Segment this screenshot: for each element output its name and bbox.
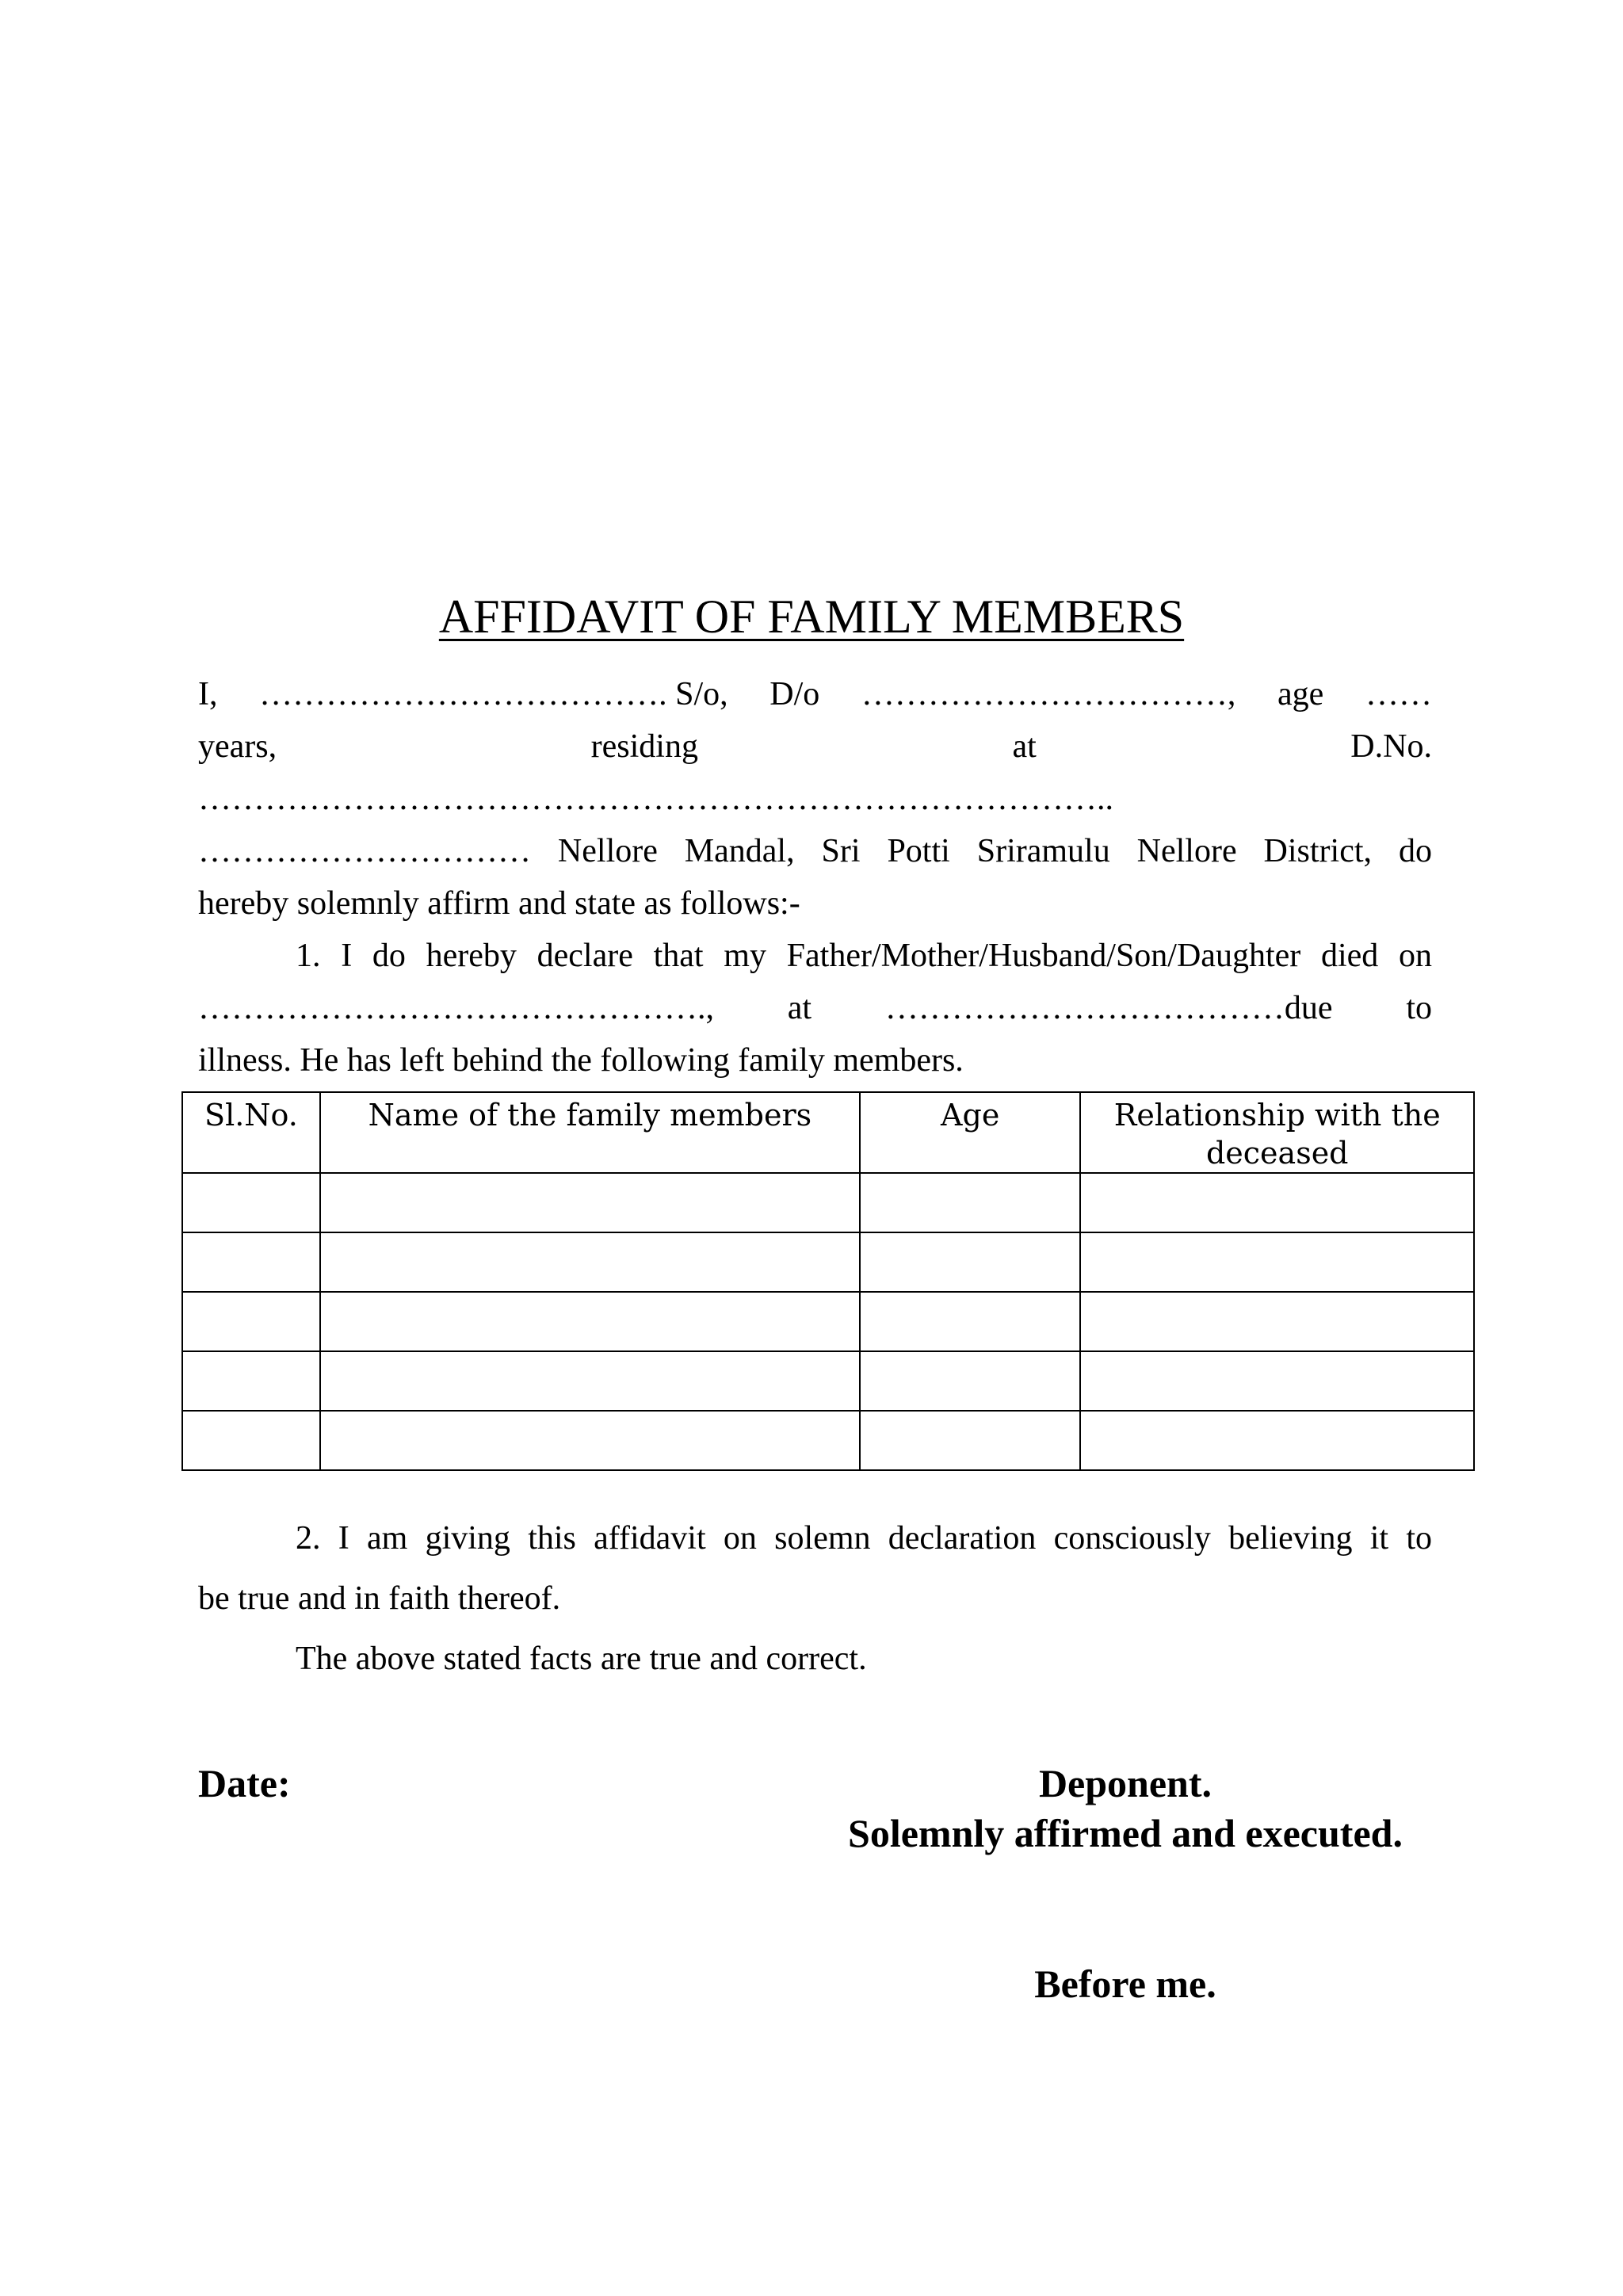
item2-line1: 2. I am giving this affidavit on solemn declaration consciously believing it to <box>296 1520 1432 1557</box>
before-me-label: Before me. <box>1034 1962 1216 2006</box>
item1-line2-word: ………………………………………., <box>198 990 714 1026</box>
solemnly-affirmed-label: Solemnly affirmed and executed. <box>848 1811 1403 1855</box>
cell-relationship <box>1080 1351 1474 1411</box>
cell-age <box>860 1411 1081 1470</box>
para1-line4-word: Nellore <box>1136 833 1237 869</box>
header-name: Name of the family members <box>320 1092 860 1173</box>
table-row <box>182 1351 1474 1411</box>
date-label: Date: <box>198 1761 291 1805</box>
header-sl-no: Sl.No. <box>182 1092 320 1173</box>
item1-line2-word: ………………………………due <box>884 990 1333 1026</box>
cell-relationship <box>1080 1411 1474 1470</box>
cell-relationship <box>1080 1173 1474 1232</box>
para1-line2 <box>198 724 1432 769</box>
cell-name <box>320 1232 860 1292</box>
para1-line1 <box>198 672 1432 716</box>
cell-sl-no <box>182 1351 320 1411</box>
para1-line4-word: Sri <box>821 833 861 869</box>
document-title: AFFIDAVIT OF FAMILY MEMBERS <box>438 590 1185 643</box>
para1-line1-word: ………………………………. S/o, <box>259 676 728 712</box>
header-age: Age <box>860 1092 1081 1173</box>
table-row <box>182 1173 1474 1232</box>
para1-line4-word: Sriramulu <box>976 833 1110 869</box>
para1-line4-word: ………………………… <box>198 833 531 869</box>
cell-relationship <box>1080 1232 1474 1292</box>
facts-statement: The above stated facts are true and correct. <box>296 1641 867 1677</box>
deponent-label: Deponent. <box>1038 1761 1212 1805</box>
para1-line1-word: D/o <box>769 676 820 712</box>
table-row <box>182 1411 1474 1470</box>
para1-line2-word: years, <box>198 728 277 765</box>
cell-relationship <box>1080 1292 1474 1351</box>
cell-age <box>860 1351 1081 1411</box>
cell-age <box>860 1173 1081 1232</box>
para1-line4-word: do <box>1398 833 1432 869</box>
header-relationship: Relationship with the deceased <box>1080 1092 1474 1173</box>
para1-line4 <box>198 829 1432 873</box>
para1-line4-word: Nellore <box>557 833 658 869</box>
table-row <box>182 1232 1474 1292</box>
cell-name <box>320 1173 860 1232</box>
item1-line2 <box>198 986 1432 1030</box>
cell-age <box>860 1292 1081 1351</box>
para1-line5: hereby solemnly affirm and state as follows:- <box>198 885 800 922</box>
cell-age <box>860 1232 1081 1292</box>
cell-name <box>320 1411 860 1470</box>
table-header-row <box>182 1092 1474 1173</box>
cell-sl-no <box>182 1292 320 1351</box>
para1-line2-word: D.No. <box>1350 728 1432 765</box>
item2-line2: be true and in faith thereof. <box>198 1580 561 1617</box>
item1-line2-word: to <box>1406 990 1432 1026</box>
para1-line4-word: Potti <box>887 833 950 869</box>
para1-line4-word: Mandal, <box>684 833 795 869</box>
para1-line4-word: District, <box>1263 833 1373 869</box>
cell-name <box>320 1351 860 1411</box>
para1-line1-word: ……………………………, <box>861 676 1236 712</box>
item1-line1: 1. I do hereby declare that my Father/Mother/Husband/Son/Daughter died on <box>296 938 1432 974</box>
cell-sl-no <box>182 1173 320 1232</box>
table-row <box>182 1292 1474 1351</box>
para1-line1-word: I, <box>198 676 218 712</box>
family-members-table <box>181 1091 1475 1471</box>
item1-line2-word: at <box>787 990 812 1026</box>
para1-line2-word: at <box>1012 728 1037 765</box>
para1-line1-word: …… <box>1365 676 1432 712</box>
cell-sl-no <box>182 1411 320 1470</box>
cell-sl-no <box>182 1232 320 1292</box>
para1-line3: ……………………………………………………………………….. <box>198 781 1113 817</box>
cell-name <box>320 1292 860 1351</box>
item1-line3: illness. He has left behind the following family members. <box>198 1042 964 1079</box>
para1-line1-word: age <box>1277 676 1324 712</box>
para1-line2-word: residing <box>590 728 698 765</box>
